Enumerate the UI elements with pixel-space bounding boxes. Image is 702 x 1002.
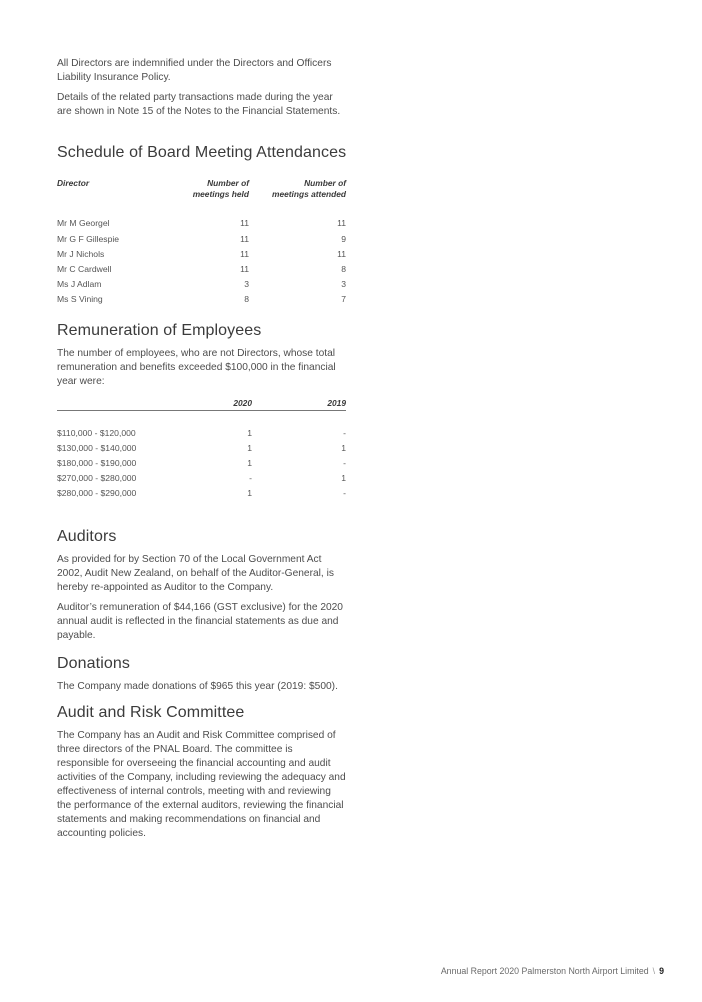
footer-title: Annual Report 2020 Palmerston North Airport Limited — [440, 966, 649, 976]
table-row — [57, 293, 346, 305]
board-heading: Schedule of Board Meeting Attendances — [57, 144, 347, 161]
col-header-attended — [272, 178, 346, 200]
remuneration-heading: Remuneration of Employees — [57, 322, 262, 339]
col-header-held — [193, 178, 249, 200]
board-attendance-table — [57, 178, 346, 308]
meetings-held: 8 — [244, 294, 249, 304]
table-row — [57, 278, 346, 290]
meetings-attended: 11 — [337, 218, 346, 228]
intro-paragraph-1: All Directors are indemnified under the Directors and Officers Liability Insurance Policy. — [57, 58, 332, 83]
director-name: Ms S Vining — [57, 294, 103, 304]
count-2019: - — [343, 458, 346, 468]
donations-heading: Donations — [57, 655, 130, 672]
count-2020: 1 — [247, 428, 252, 438]
remuneration-text: The number of employees, who are not Directors, whose total remuneration and benefits exceeded $100,000 in the financial year were: — [57, 348, 336, 387]
meetings-held: 11 — [240, 218, 249, 228]
director-name: Ms J Adlam — [57, 279, 102, 289]
meetings-held: 11 — [240, 264, 249, 274]
count-2020: - — [249, 473, 252, 483]
col-header-held-line-1: Number of — [207, 178, 249, 188]
col-header-2019: 2019 — [327, 398, 346, 408]
audit-risk-text: The Company has an Audit and Risk Committee comprised of three directors of the PNAL Board. The committee is responsible for overseeing the financial accounting and audit activities of the Company, including reviewing the adequacy and effectiveness of internal controls, meeting with and reviewing the performance of the external auditors, reviewing the financial statements and making recommendations on financial and accounting policies. — [57, 730, 346, 839]
meetings-attended: 8 — [341, 264, 346, 274]
meetings-attended: 3 — [341, 279, 346, 289]
table-row — [57, 442, 346, 454]
col-header-attended-line-1: Number of — [304, 178, 346, 188]
count-2019: 1 — [341, 473, 346, 483]
remuneration-table — [57, 397, 346, 507]
donations-text: The Company made donations of $965 this year (2019: $500). — [57, 681, 338, 692]
meetings-attended: 11 — [337, 249, 346, 259]
count-2020: 1 — [247, 488, 252, 498]
count-2020: 1 — [247, 458, 252, 468]
table-row — [57, 457, 346, 469]
director-name: Mr C Cardwell — [57, 264, 112, 274]
meetings-held: 3 — [244, 279, 249, 289]
table-row — [57, 427, 346, 439]
page-number: 9 — [659, 966, 664, 976]
count-2019: - — [343, 488, 346, 498]
salary-band: $130,000 - $140,000 — [57, 443, 137, 453]
salary-band: $110,000 - $120,000 — [57, 428, 136, 438]
table-row — [57, 233, 346, 245]
table-row — [57, 487, 346, 499]
auditors-paragraph-2: Auditor’s remuneration of $44,166 (GST exclusive) for the 2020 annual audit is reflected in the financial statements as due and payable. — [57, 602, 343, 641]
salary-band: $280,000 - $290,000 — [57, 488, 137, 498]
header-rule — [57, 410, 346, 411]
footer-separator: \ — [652, 966, 656, 976]
auditors-paragraph-1: As provided for by Section 70 of the Local Government Act 2002, Audit New Zealand, on behalf of the Auditor-General, is hereby re-appointed as Auditor to the Company. — [57, 554, 334, 593]
auditors-section — [57, 553, 347, 643]
count-2019: 1 — [341, 443, 346, 453]
col-header-attended-line-2: meetings attended — [272, 189, 346, 199]
table-row — [57, 472, 346, 484]
director-name: Mr J Nichols — [57, 249, 105, 259]
count-2019: - — [343, 428, 346, 438]
count-2020: 1 — [247, 443, 252, 453]
director-name: Mr G F Gillespie — [57, 234, 120, 244]
salary-band: $180,000 - $190,000 — [57, 458, 137, 468]
intro-section — [57, 57, 347, 119]
page-footer — [441, 966, 664, 976]
auditors-heading: Auditors — [57, 528, 117, 545]
table-row — [57, 248, 346, 260]
table-row — [57, 263, 346, 275]
col-header-held-line-2: meetings held — [192, 189, 249, 199]
audit-risk-heading: Audit and Risk Committee — [57, 704, 245, 721]
col-header-director: Director — [57, 178, 90, 188]
salary-band: $270,000 - $280,000 — [57, 473, 137, 483]
meetings-held: 11 — [240, 249, 249, 259]
col-header-2020: 2020 — [233, 398, 252, 408]
table-row — [57, 217, 346, 229]
director-name: Mr M Georgel — [57, 218, 110, 228]
intro-paragraph-2: Details of the related party transactions made during the year are shown in Note 15 of the Notes to the Financial Statements. — [57, 92, 341, 117]
meetings-attended: 7 — [341, 294, 346, 304]
meetings-attended: 9 — [341, 234, 346, 244]
meetings-held: 11 — [240, 234, 249, 244]
